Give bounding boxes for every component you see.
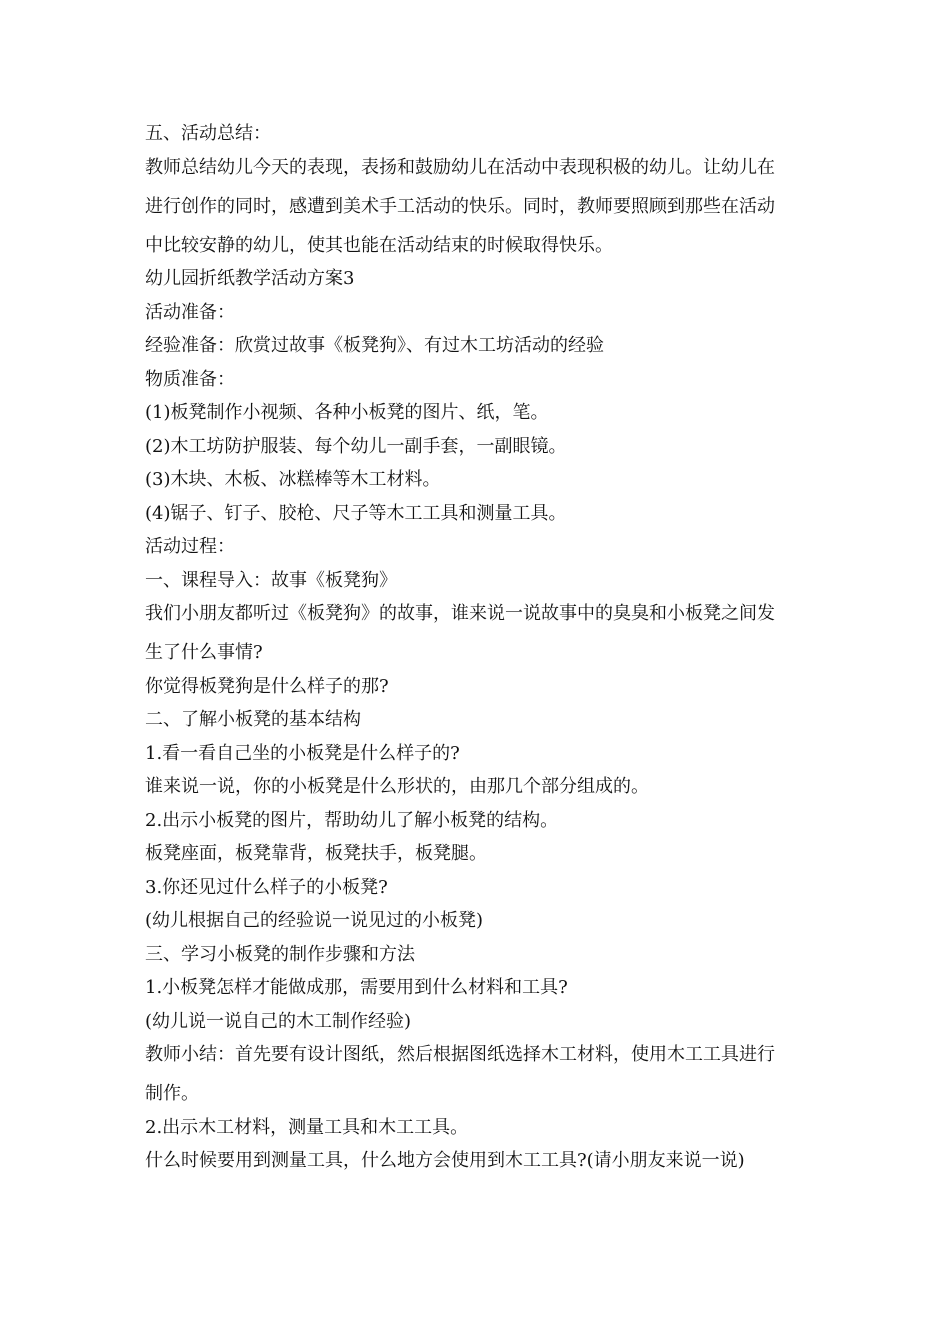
list-item: 2.出示小板凳的图片，帮助幼儿了解小板凳的结构。 [145,809,559,831]
document-body [145,122,810,1183]
paragraph-line: 谁来说一说，你的小板凳是什么形状的，由那几个部分组成的。 [145,776,649,797]
document-section-title: 幼儿园折纸教学活动方案3 [145,268,355,289]
paragraph-line: 你觉得板凳狗是什么样子的那? [145,675,389,697]
paragraph-line: 板凳座面，板凳靠背，板凳扶手，板凳腿。 [145,843,487,864]
paragraph-line: 中比较安静的幼儿，使其也能在活动结束的时候取得快乐。 [145,234,613,256]
section-heading-summary: 五、活动总结： [145,123,271,144]
list-item: (3)木块、木板、冰糕棒等木工材料。 [145,469,441,490]
section-heading-materials: 物质准备： [145,368,235,390]
section-heading-preparation: 活动准备： [145,301,235,323]
paragraph-line: 教师总结幼儿今天的表现，表扬和鼓励幼儿在活动中表现积极的幼儿。让幼儿在 [145,156,775,178]
paragraph-line: 生了什么事情? [145,642,263,663]
list-item: (4)锯子、钉子、胶枪、尺子等木工工具和测量工具。 [145,502,567,524]
list-item: (1)板凳制作小视频、各种小板凳的图片、纸，笔。 [145,402,549,423]
list-item: (2)木工坊防护服装、每个幼儿一副手套，一副眼镜。 [145,435,567,457]
paragraph-line: 我们小朋友都听过《板凳狗》的故事，谁来说一说故事中的臭臭和小板凳之间发 [145,603,775,624]
paragraph-line: (幼儿根据自己的经验说一说见过的小板凳) [145,910,484,931]
paragraph-line: 进行创作的同时，感遭到美术手工活动的快乐。同时，教师要照顾到那些在活动 [145,195,775,217]
list-item: 3.你还见过什么样子的小板凳? [145,876,388,898]
paragraph-line: 制作。 [145,1083,199,1104]
list-item: 1.小板凳怎样才能做成那，需要用到什么材料和工具? [145,977,568,998]
paragraph-line: (幼儿说一说自己的木工制作经验) [145,1010,412,1032]
paragraph-line: 什么时候要用到测量工具，什么地方会使用到木工工具?(请小朋友来说一说) [145,1150,745,1171]
section-heading-process: 活动过程： [145,536,235,557]
subsection-heading: 二、了解小板凳的基本结构 [145,709,361,730]
list-item: 1.看一看自己坐的小板凳是什么样子的? [145,742,460,764]
subsection-heading: 三、学习小板凳的制作步骤和方法 [145,943,415,965]
list-item: 2.出示木工材料，测量工具和木工工具。 [145,1116,469,1138]
paragraph-line: 经验准备：欣赏过故事《板凳狗》、有过木工坊活动的经验 [145,335,604,356]
subsection-heading: 一、课程导入：故事《板凳狗》 [145,569,397,591]
paragraph-line: 教师小结：首先要有设计图纸，然后根据图纸选择木工材料，使用木工工具进行 [145,1044,775,1065]
